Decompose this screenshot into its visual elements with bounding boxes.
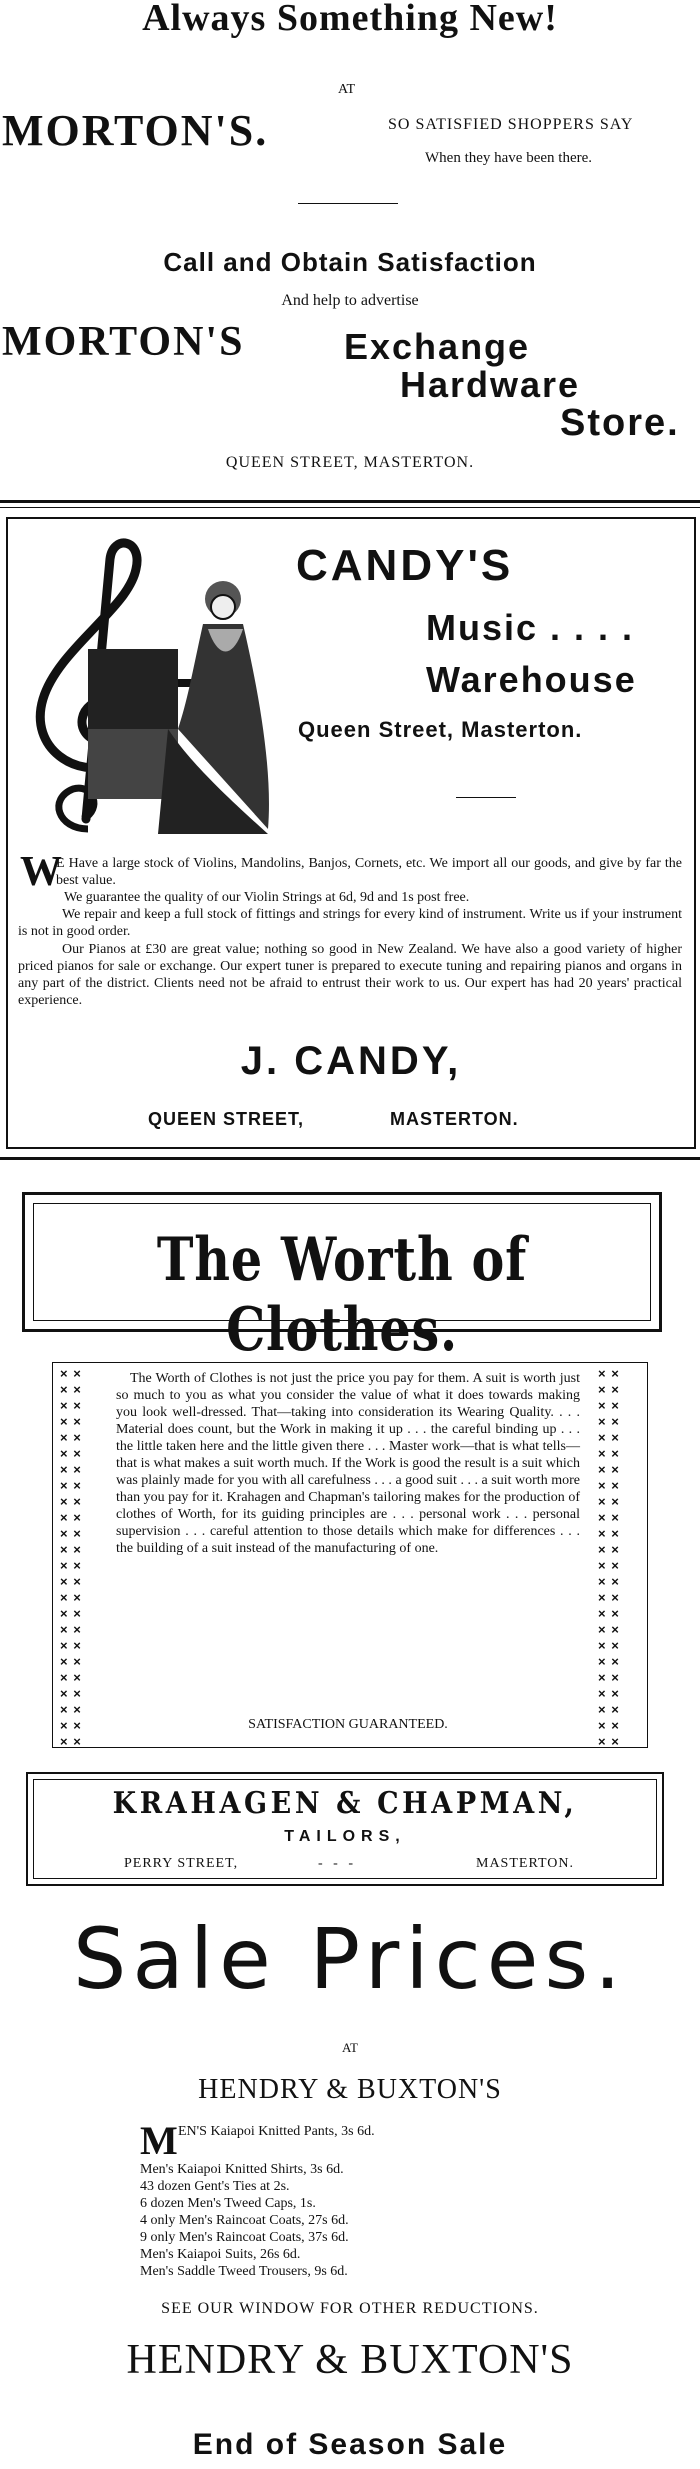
morton-hardware: Hardware [400,364,581,405]
candy-street: QUEEN STREET, [148,1109,305,1129]
worth-x-border-right: × × × × × × × × × × × × × × × × × × × × × × × × × × × × × × × × × × × × × × × × × × × × × × × × [598,1366,620,1749]
hendry-headline: Sale Prices. [73,1910,627,2008]
candy-paragraph-4: Our Pianos at £30 are great value; nothing so good in New Zealand. We have also a good variety of higher priced pianos for sale or exchange. Our expert tuner is prepared to execute tuning and repairing pianos and organs in any part of the district. Clients need not be afraid to entrust their work to us. Our expert has had 20 years' practical experience. [18,942,682,1008]
candy-music: Music . . . . [426,607,635,648]
krahagen-street: PERRY STREET, [124,1856,239,1871]
morton-divider [298,203,398,204]
krahagen-firm-box [26,1772,664,1886]
krahagen-firm-name: KRAHAGEN & CHAPMAN, [112,1786,578,1821]
candy-signature: J. CANDY, [240,1039,462,1083]
hendry-item-5: 4 only Men's Raincoat Coats, 27s 6d. [140,2213,349,2228]
hendry-item-6: 9 only Men's Raincoat Coats, 37s 6d. [140,2230,349,2245]
candy-dropcap: W [20,849,62,895]
candy-name: CANDY'S [296,541,514,590]
morton-been-there: When they have been there. [425,150,592,166]
worth-x-border-left: × × × × × × × × × × × × × × × × × × × × × × × × × × × × × × × × × × × × × × × × × × × × × × × × [60,1366,82,1749]
morton-headline: Always Something New! [142,0,558,39]
hendry-item-3: 43 dozen Gent's Ties at 2s. [140,2179,290,2194]
hendry-window-note: SEE OUR WINDOW FOR OTHER REDUCTIONS. [161,2300,539,2317]
worth-title-box [22,1192,662,1365]
morton-store-name: MORTON'S [2,319,245,365]
worth-title: The Worth of Clothes. [156,1225,528,1365]
candy-divider [456,797,516,798]
hendry-item-2: Men's Kaiapoi Knitted Shirts, 3s 6d. [140,2162,344,2177]
hendry-item-8: Men's Saddle Tweed Trousers, 9s 6d. [140,2264,348,2279]
candy-paragraph-1: E Have a large stock of Violins, Mandolins, Banjos, Cornets, etc. We import all our goods, and give by far the best value. [56,856,682,888]
hendry-name-large: HENDRY & BUXTON'S [126,2337,574,2383]
morton-call-line: Call and Obtain Satisfaction [163,247,537,277]
hendry-item-1: EN'S Kaiapoi Knitted Pants, 3s 6d. [178,2124,375,2139]
morton-at: AT [338,82,356,97]
krahagen-town: MASTERTON. [476,1856,574,1871]
morton-satisfied-line: SO SATISFIED SHOPPERS SAY [388,116,634,133]
worth-guarantee: SATISFACTION GUARANTEED. [248,1717,448,1732]
hendry-dropcap: M [140,2118,178,2163]
morton-name: MORTON'S. [2,106,269,155]
candy-town: MASTERTON. [390,1109,519,1129]
hendry-end-sale: End of Season Sale [192,2428,508,2461]
hendry-item-4: 6 dozen Men's Tweed Caps, 1s. [140,2196,316,2211]
morton-advertise-line: And help to advertise [281,292,419,309]
hendry-name: HENDRY & BUXTON'S [198,2074,502,2105]
candy-warehouse: Warehouse [426,659,637,700]
section-divider [0,507,700,508]
worth-body-text: The Worth of Clothes is not just the price you pay for them. A suit is worth just so much to you as what you consider the value of what it does towards making you look well-dressed. That—taking into consideration its Wearing Quality. . . . Material does count, but the Work in making it up . . . the careful binding up . . . the little taken here and the little given there . . . Master work—that is what tells—that is what makes a suit worth much. If the Work is good the result is a suit which was plainly made for you with all carefulness . . . a good suit . . . a suit worth more than you pay for it. Krahagen and Chapman's tailoring makes for the production of clothes of Worth, for its guiding principles are . . . personal work . . . personal supervision . . . careful attention to those details which make for differences . . . the building of a suit instead of the manufacturing of one. [116,1371,580,1556]
candy-address: Queen Street, Masterton. [298,717,583,742]
candy-advertisement [6,517,696,1149]
section-divider [0,500,700,503]
hendry-at: AT [342,2040,358,2055]
krahagen-dashes: - - - [318,1856,353,1871]
candy-paragraph-2: We guarantee the quality of our Violin Strings at 6d, 9d and 1s post free. [64,890,470,905]
treble-clef-piano-illustration [18,529,278,859]
krahagen-trade: TAILORS, [284,1828,406,1845]
hendry-item-7: Men's Kaiapoi Suits, 26s 6d. [140,2247,301,2262]
morton-address: QUEEN STREET, MASTERTON. [225,454,475,471]
morton-exchange: Exchange [344,326,531,367]
candy-paragraph-3: We repair and keep a full stock of fittings and strings for every kind of instrument. Write us if your instrument is not in good order. [18,907,682,939]
morton-store: Store. [560,402,680,444]
section-divider [0,1157,700,1160]
